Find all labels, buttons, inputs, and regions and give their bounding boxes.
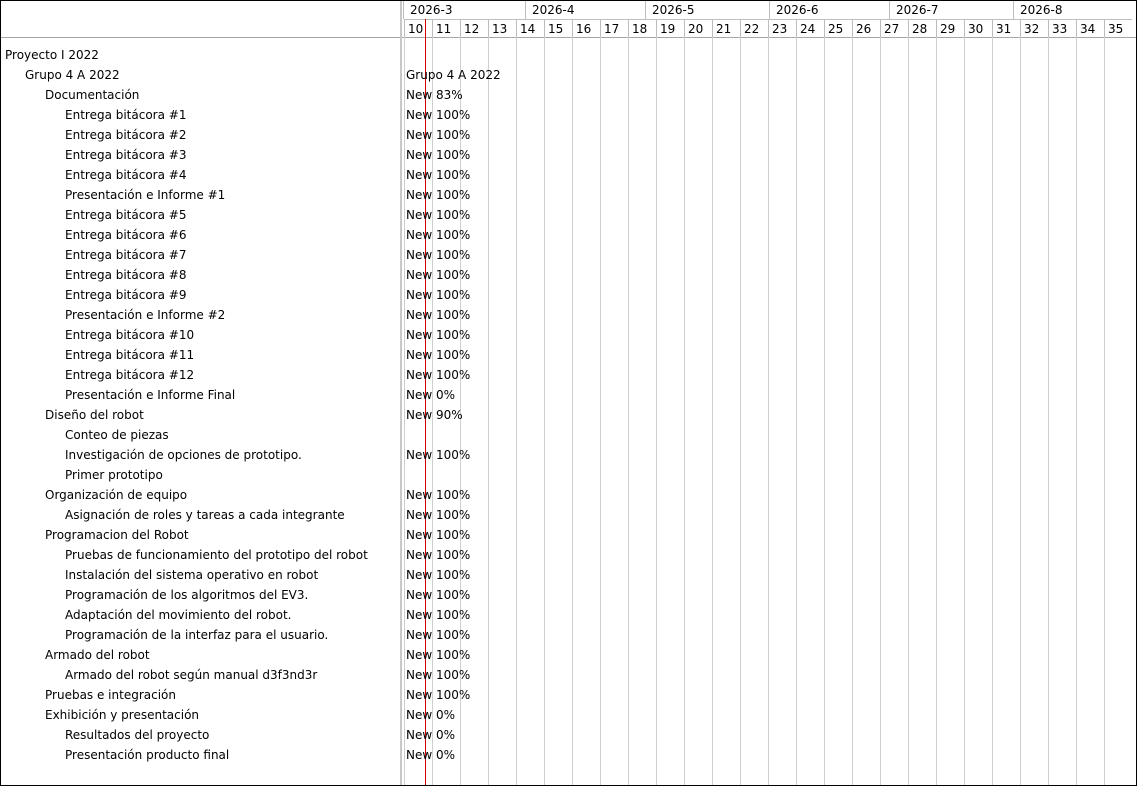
task-bar-label[interactable]: New 100% (406, 508, 471, 522)
week-gridline (600, 37, 601, 785)
month-label: 2026-4 (525, 1, 645, 19)
week-label: 17 (600, 19, 628, 37)
week-gridline (824, 37, 825, 785)
task-row[interactable] (1, 225, 186, 245)
task-name: Presentación e Informe #2 (65, 308, 226, 322)
week-gridline (1104, 37, 1105, 785)
week-gridline (992, 37, 993, 785)
week-label: 14 (516, 19, 544, 37)
task-row[interactable] (1, 645, 150, 665)
task-row[interactable] (1, 725, 209, 745)
task-bar-label[interactable]: New 0% (406, 388, 456, 402)
week-label: 33 (1048, 19, 1076, 37)
week-label: 13 (488, 19, 516, 37)
week-label: 26 (852, 19, 880, 37)
week-label: 30 (964, 19, 992, 37)
task-name: Presentación e Informe #1 (65, 188, 226, 202)
task-bar-label[interactable]: New 90% (406, 408, 463, 422)
week-label: 11 (432, 19, 460, 37)
task-bar-label[interactable]: New 83% (406, 88, 463, 102)
week-gridline (880, 37, 881, 785)
task-bar-label[interactable]: New 100% (406, 268, 471, 282)
week-gridline (796, 37, 797, 785)
week-label: 34 (1076, 19, 1104, 37)
task-row[interactable] (1, 165, 186, 185)
week-label: 15 (544, 19, 572, 37)
week-label: 29 (936, 19, 964, 37)
week-label: 20 (684, 19, 712, 37)
task-row[interactable] (1, 205, 186, 225)
today-marker-header (425, 19, 426, 37)
task-name: Entrega bitácora #8 (65, 268, 187, 282)
task-name: Diseño del robot (45, 408, 144, 422)
task-bar-label[interactable]: New 100% (406, 348, 471, 362)
task-bar-label[interactable]: New 100% (406, 288, 471, 302)
task-bar-label[interactable]: New 100% (406, 628, 471, 642)
task-bar-label[interactable]: New 100% (406, 128, 471, 142)
task-name: Grupo 4 A 2022 (25, 68, 120, 82)
task-bar-label[interactable]: New 100% (406, 108, 471, 122)
task-name: Adaptación del movimiento del robot. (65, 608, 292, 622)
task-row[interactable] (1, 585, 308, 605)
week-label: 12 (460, 19, 488, 37)
week-gridline (852, 37, 853, 785)
task-name: Entrega bitácora #1 (65, 108, 187, 122)
task-bar-label[interactable]: Grupo 4 A 2022 (406, 68, 501, 82)
month-label: 2026-7 (889, 1, 1013, 19)
task-row[interactable] (1, 105, 186, 125)
week-gridline (488, 37, 489, 785)
week-label: 23 (768, 19, 796, 37)
task-bar-label[interactable]: New 100% (406, 688, 471, 702)
week-label: 35 (1104, 19, 1132, 37)
task-name: Proyecto I 2022 (5, 48, 99, 62)
task-name: Documentación (45, 88, 140, 102)
week-label: 21 (712, 19, 740, 37)
week-label: 18 (628, 19, 656, 37)
task-row[interactable] (1, 405, 144, 425)
task-row[interactable] (1, 325, 194, 345)
task-row[interactable] (1, 185, 225, 205)
task-bar-label[interactable]: New 100% (406, 188, 471, 202)
task-name: Entrega bitácora #12 (65, 368, 195, 382)
week-gridline (740, 37, 741, 785)
task-row[interactable] (1, 525, 189, 545)
week-gridline (712, 37, 713, 785)
task-bar-label[interactable]: New 100% (406, 148, 471, 162)
task-name: Entrega bitácora #2 (65, 128, 187, 142)
week-label: 32 (1020, 19, 1048, 37)
month-label: 2026-8 (1013, 1, 1136, 19)
month-label: 2026-5 (645, 1, 769, 19)
task-name: Armado del robot (45, 648, 150, 662)
task-row[interactable] (1, 485, 187, 505)
month-label: 2026-6 (769, 1, 889, 19)
week-gridline (656, 37, 657, 785)
task-row[interactable] (1, 365, 194, 385)
task-name: Resultados del proyecto (65, 728, 210, 742)
gantt-chart-area[interactable] (402, 37, 1136, 785)
week-label: 28 (908, 19, 936, 37)
task-name: Programacion del Robot (45, 528, 189, 542)
week-gridline (404, 37, 405, 785)
timeline-header (402, 1, 1136, 38)
task-name: Entrega bitácora #5 (65, 208, 187, 222)
task-row[interactable] (1, 565, 318, 585)
task-bar-label[interactable]: New 100% (406, 648, 471, 662)
task-bar-label[interactable]: New 100% (406, 208, 471, 222)
task-row[interactable] (1, 65, 120, 85)
task-row[interactable] (1, 245, 186, 265)
task-bar-label[interactable]: New 100% (406, 368, 471, 382)
task-row[interactable] (1, 305, 225, 325)
task-row[interactable] (1, 125, 186, 145)
task-row[interactable] (1, 505, 345, 525)
week-label: 25 (824, 19, 852, 37)
week-gridline (628, 37, 629, 785)
month-label: 2026-3 (403, 1, 525, 19)
week-gridline (544, 37, 545, 785)
task-row[interactable] (1, 685, 176, 705)
task-row[interactable] (1, 45, 99, 65)
task-bar-label[interactable]: New 100% (406, 668, 471, 682)
week-gridline (572, 37, 573, 785)
task-bar-label[interactable]: New 100% (406, 548, 471, 562)
task-row[interactable] (1, 465, 163, 485)
task-row[interactable] (1, 265, 186, 285)
task-row[interactable] (1, 625, 328, 645)
task-name: Armado del robot según manual d3f3nd3r (65, 668, 318, 682)
task-bar-label[interactable]: New 100% (406, 608, 471, 622)
task-row[interactable] (1, 545, 368, 565)
week-gridline (964, 37, 965, 785)
task-row[interactable] (1, 445, 302, 465)
task-name: Entrega bitácora #6 (65, 228, 187, 242)
week-gridline (684, 37, 685, 785)
week-label: 19 (656, 19, 684, 37)
week-label: 16 (572, 19, 600, 37)
task-bar-label[interactable]: New 100% (406, 168, 471, 182)
task-bar-label[interactable]: New 100% (406, 568, 471, 582)
task-name: Entrega bitácora #4 (65, 168, 187, 182)
week-label: 31 (992, 19, 1020, 37)
task-name: Primer prototipo (65, 468, 163, 482)
week-gridline (1048, 37, 1049, 785)
task-name: Asignación de roles y tareas a cada integrante (65, 508, 345, 522)
task-name: Instalación del sistema operativo en robot (65, 568, 319, 582)
task-row[interactable] (1, 345, 194, 365)
task-bar-label[interactable]: New 0% (406, 748, 456, 762)
task-row[interactable] (1, 745, 229, 765)
week-label: 10 (404, 19, 432, 37)
task-name: Pruebas e integración (45, 688, 176, 702)
task-row[interactable] (1, 605, 291, 625)
week-gridline (936, 37, 937, 785)
week-gridline (516, 37, 517, 785)
task-name: Entrega bitácora #3 (65, 148, 187, 162)
task-tree-header (1, 1, 400, 38)
task-row[interactable] (1, 85, 139, 105)
task-name: Presentación producto final (65, 748, 230, 762)
task-name: Entrega bitácora #9 (65, 288, 187, 302)
task-row[interactable] (1, 705, 199, 725)
task-name: Investigación de opciones de prototipo. (65, 448, 302, 462)
task-bar-label[interactable]: New 100% (406, 528, 471, 542)
task-name: Presentación e Informe Final (65, 388, 236, 402)
week-gridline (908, 37, 909, 785)
task-tree[interactable] (1, 37, 400, 785)
task-bar-label[interactable]: New 100% (406, 328, 471, 342)
week-label: 27 (880, 19, 908, 37)
task-row[interactable] (1, 145, 186, 165)
task-row[interactable] (1, 285, 186, 305)
task-row[interactable] (1, 425, 169, 445)
task-name: Entrega bitácora #7 (65, 248, 187, 262)
task-bar-label[interactable]: New 100% (406, 228, 471, 242)
task-name: Programación de los algoritmos del EV3. (65, 588, 309, 602)
task-bar-label[interactable]: New 100% (406, 448, 471, 462)
task-name: Entrega bitácora #10 (65, 328, 195, 342)
week-gridline (1020, 37, 1021, 785)
task-bar-label[interactable]: New 100% (406, 248, 471, 262)
week-label: 24 (796, 19, 824, 37)
task-row[interactable] (1, 665, 317, 685)
task-bar-label[interactable]: New 100% (406, 588, 471, 602)
task-name: Entrega bitácora #11 (65, 348, 195, 362)
task-name: Exhibición y presentación (45, 708, 200, 722)
week-gridline (768, 37, 769, 785)
task-bar-label[interactable]: New 100% (406, 308, 471, 322)
task-name: Conteo de piezas (65, 428, 169, 442)
week-label: 22 (740, 19, 768, 37)
task-bar-label[interactable]: New 0% (406, 728, 456, 742)
week-gridline (1076, 37, 1077, 785)
task-name: Programación de la interfaz para el usuario. (65, 628, 329, 642)
task-name: Pruebas de funcionamiento del prototipo del robot (65, 548, 368, 562)
task-name: Organización de equipo (45, 488, 188, 502)
task-bar-label[interactable]: New 100% (406, 488, 471, 502)
task-row[interactable] (1, 385, 235, 405)
task-bar-label[interactable]: New 0% (406, 708, 456, 722)
